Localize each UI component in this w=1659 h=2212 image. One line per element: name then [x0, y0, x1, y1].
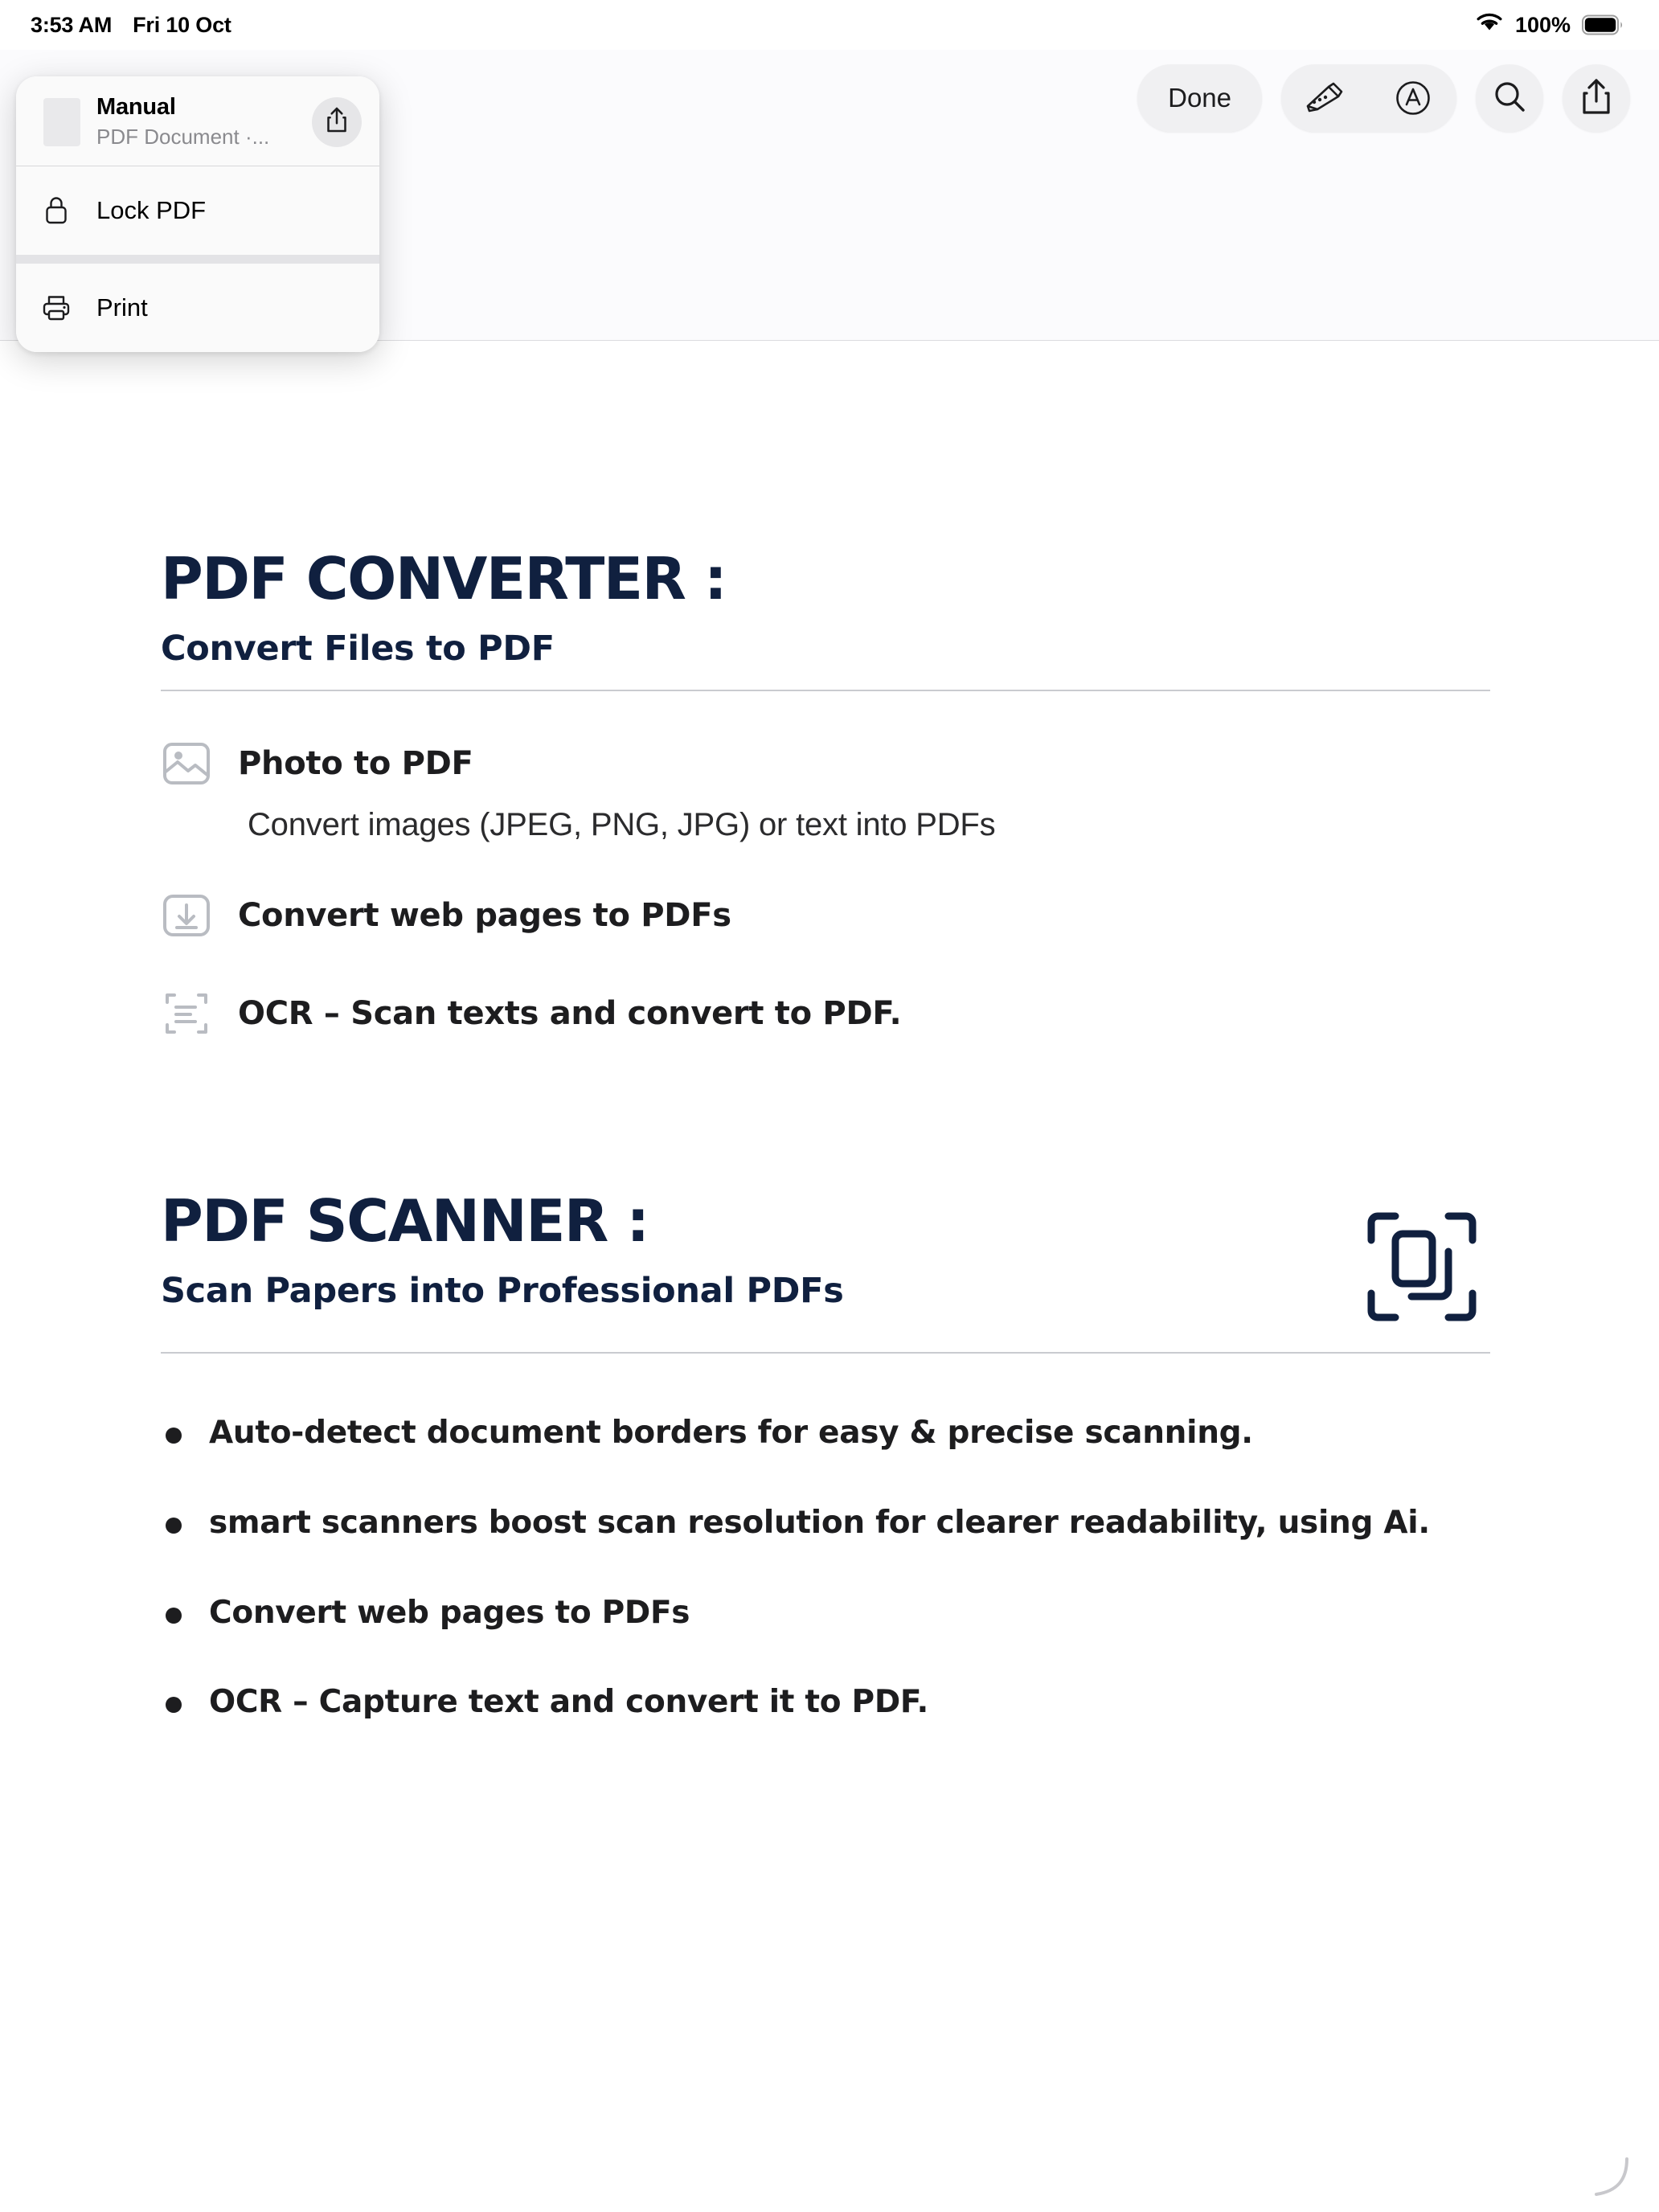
ocr-scan-icon: [161, 988, 212, 1039]
context-menu-item-lock-pdf[interactable]: [16, 166, 379, 255]
bullet-dot-icon: [166, 1518, 182, 1534]
scanner-section: [161, 1187, 1498, 1724]
context-menu-item-label: Lock PDF: [96, 196, 207, 224]
feature-description: Convert images (JPEG, PNG, JPG) or text into PDFs: [248, 807, 996, 842]
page-curl-indicator[interactable]: [1587, 2154, 1630, 2198]
status-bar-right: [1475, 12, 1624, 39]
feature-ocr-scan: [161, 988, 1498, 1039]
share-button[interactable]: [1563, 64, 1630, 132]
pdf-page-content: [161, 545, 1498, 1771]
context-menu-separator: [16, 255, 379, 264]
list-item-text: smart scanners boost scan resolution for clearer readability, using Ai.: [209, 1504, 1430, 1541]
status-date: Fri 10 Oct: [133, 12, 231, 37]
wifi-icon: [1475, 12, 1504, 39]
status-bar-left: [31, 13, 231, 38]
converter-subtitle: Convert Files to PDF: [161, 629, 555, 669]
file-context-menu: [16, 76, 379, 352]
search-icon: [1492, 79, 1527, 118]
feature-photo-to-pdf: [161, 738, 1498, 789]
markup-toolbar-group: [1281, 64, 1456, 132]
context-menu-file-header[interactable]: [16, 76, 379, 166]
battery-full-icon: [1582, 14, 1624, 35]
toolbar: [1137, 64, 1630, 132]
context-menu-file-info: [96, 94, 296, 150]
pdf-page[interactable]: [0, 341, 1659, 2212]
converter-title: PDF CONVERTER :: [161, 545, 727, 612]
scanner-header: [161, 1187, 1498, 1331]
feature-label: Convert web pages to PDFs: [238, 897, 731, 934]
share-icon: [326, 106, 348, 137]
annotate-circle-icon[interactable]: [1376, 80, 1450, 117]
context-menu-share-button[interactable]: [312, 97, 362, 147]
scanner-bullet-list: [161, 1411, 1498, 1724]
document-thumbnail: [43, 98, 80, 146]
feature-label: OCR – Scan texts and convert to PDF.: [238, 995, 902, 1032]
context-menu-file-title: Manual: [96, 94, 176, 120]
feature-convert-web-pages: [161, 890, 1498, 941]
scanner-heading-text: [161, 1187, 844, 1311]
scanner-divider: [161, 1352, 1490, 1354]
done-button-label: Done: [1168, 83, 1231, 113]
share-icon: [1580, 77, 1612, 120]
status-bar: [0, 0, 1659, 50]
context-menu-file-subtitle: PDF Document ·...: [96, 125, 270, 149]
converter-divider: [161, 690, 1490, 691]
markup-pen-icon[interactable]: [1288, 82, 1362, 114]
scanner-title: PDF SCANNER :: [161, 1187, 649, 1255]
list-item: [161, 1501, 1498, 1545]
list-item: [161, 1591, 1498, 1635]
scan-document-icon: [1362, 1206, 1482, 1331]
download-icon: [161, 890, 212, 941]
list-item-text: Auto-detect document borders for easy & precise scanning.: [209, 1415, 1253, 1451]
battery-percent-label: 100%: [1514, 12, 1571, 37]
list-item-text: OCR – Capture text and convert it to PDF.: [209, 1684, 929, 1721]
list-item-text: Convert web pages to PDFs: [209, 1594, 690, 1631]
feature-label: Photo to PDF: [238, 745, 473, 782]
context-menu-item-label: Print: [96, 293, 148, 322]
printer-icon: [39, 294, 74, 322]
lock-icon: [39, 195, 74, 226]
bullet-dot-icon: [166, 1428, 182, 1444]
bullet-dot-icon: [166, 1608, 182, 1624]
search-button[interactable]: [1476, 64, 1543, 132]
done-button[interactable]: [1137, 64, 1262, 132]
list-item: [161, 1411, 1498, 1455]
status-time: 3:53 AM: [31, 12, 113, 37]
bullet-dot-icon: [166, 1697, 182, 1713]
converter-section: [161, 545, 1498, 1039]
list-item: [161, 1681, 1498, 1724]
photo-icon: [161, 738, 212, 789]
context-menu-item-print[interactable]: [16, 264, 379, 352]
scanner-subtitle: Scan Papers into Professional PDFs: [161, 1271, 844, 1311]
